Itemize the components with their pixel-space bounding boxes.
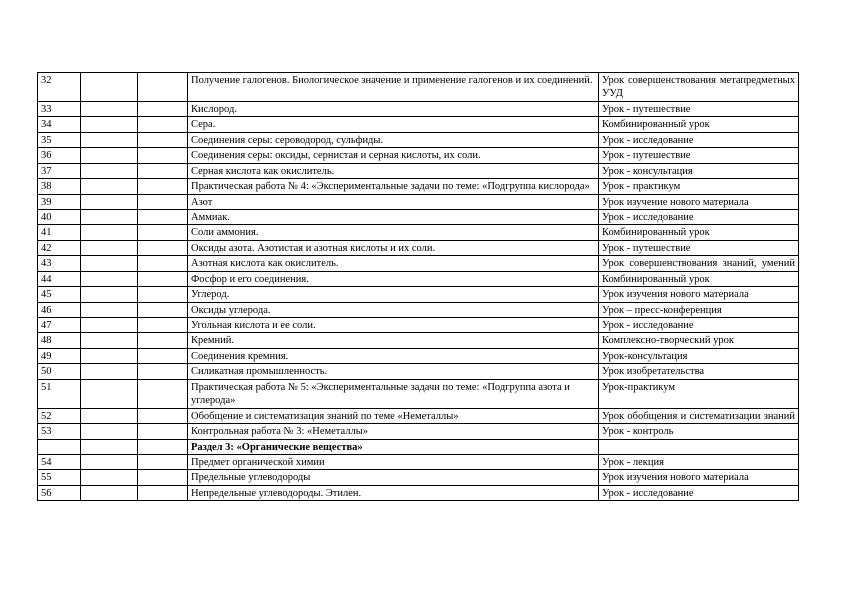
lesson-topic-cell: Соединения серы: оксиды, сернистая и серная кислоты, их соли.	[188, 148, 599, 163]
lesson-topic-cell: Соединения серы: сероводород, сульфиды.	[188, 132, 599, 147]
lesson-topic-cell: Сера.	[188, 117, 599, 132]
lesson-topic-cell: Обобщение и систематизация знаний по теме «Неметаллы»	[188, 408, 599, 423]
table-row	[38, 379, 799, 408]
lesson-type-cell: Урок - исследование	[599, 209, 799, 224]
date-plan-cell	[81, 73, 138, 102]
lesson-number-cell: 46	[38, 302, 81, 317]
section-title-cell: Раздел 3: «Органические вещества»	[188, 439, 599, 454]
lesson-number-cell: 48	[38, 333, 81, 348]
lesson-topic-cell: Кремний.	[188, 333, 599, 348]
lesson-topic-cell: Получение галогенов. Биологическое значение и применение галогенов и их соединений.	[188, 73, 599, 102]
table-row	[38, 485, 799, 500]
lesson-type-cell: Урок - контроль	[599, 424, 799, 439]
table-row	[38, 148, 799, 163]
date-plan-cell	[81, 287, 138, 302]
lesson-type-cell: Урок-консультация	[599, 348, 799, 363]
lesson-number-cell	[38, 439, 81, 454]
date-plan-cell	[81, 117, 138, 132]
lesson-number-cell: 37	[38, 163, 81, 178]
lesson-type-cell: Урок совершенствования знаний, умений	[599, 256, 799, 271]
lesson-number-cell: 40	[38, 209, 81, 224]
lesson-topic-cell: Кислород.	[188, 101, 599, 116]
lesson-number-cell: 55	[38, 470, 81, 485]
table-row	[38, 348, 799, 363]
date-fact-cell	[138, 470, 188, 485]
table-row	[38, 209, 799, 224]
date-plan-cell	[81, 333, 138, 348]
lesson-type-cell: Урок совершенствования метапредметных УУД	[599, 73, 799, 102]
date-plan-cell	[81, 439, 138, 454]
date-plan-cell	[81, 318, 138, 333]
date-fact-cell	[138, 73, 188, 102]
section-row	[38, 439, 799, 454]
date-plan-cell	[81, 194, 138, 209]
date-fact-cell	[138, 132, 188, 147]
lesson-topic-cell: Оксиды углерода.	[188, 302, 599, 317]
lesson-type-cell: Урок изобретательства	[599, 364, 799, 379]
lesson-type-cell: Урок - исследование	[599, 485, 799, 500]
table-row	[38, 333, 799, 348]
lesson-number-cell: 36	[38, 148, 81, 163]
date-plan-cell	[81, 364, 138, 379]
date-plan-cell	[81, 225, 138, 240]
date-fact-cell	[138, 439, 188, 454]
lesson-type-cell: Комбинированный урок	[599, 271, 799, 286]
lesson-type-cell: Урок изучение нового материала	[599, 194, 799, 209]
lesson-topic-cell: Предмет органической химии	[188, 454, 599, 469]
table-row	[38, 256, 799, 271]
date-fact-cell	[138, 163, 188, 178]
date-plan-cell	[81, 240, 138, 255]
date-fact-cell	[138, 424, 188, 439]
lesson-type-cell: Комбинированный урок	[599, 225, 799, 240]
table-row	[38, 364, 799, 379]
date-fact-cell	[138, 271, 188, 286]
lesson-type-cell: Урок - практикум	[599, 179, 799, 194]
lesson-number-cell: 52	[38, 408, 81, 423]
date-plan-cell	[81, 209, 138, 224]
table-row	[38, 287, 799, 302]
date-plan-cell	[81, 424, 138, 439]
lesson-type-cell: Комплексно-творческий урок	[599, 333, 799, 348]
lesson-topic-cell: Практическая работа № 4: «Экспериментальные задачи по теме: «Подгруппа кислорода»	[188, 179, 599, 194]
date-plan-cell	[81, 485, 138, 500]
date-fact-cell	[138, 318, 188, 333]
date-plan-cell	[81, 179, 138, 194]
lesson-number-cell: 44	[38, 271, 81, 286]
lesson-number-cell: 32	[38, 73, 81, 102]
table-row	[38, 73, 799, 102]
table-row	[38, 424, 799, 439]
date-plan-cell	[81, 454, 138, 469]
lesson-type-cell: Урок - лекция	[599, 454, 799, 469]
table-row	[38, 225, 799, 240]
date-plan-cell	[81, 101, 138, 116]
lesson-number-cell: 38	[38, 179, 81, 194]
date-plan-cell	[81, 148, 138, 163]
lesson-number-cell: 39	[38, 194, 81, 209]
date-plan-cell	[81, 408, 138, 423]
table-row	[38, 302, 799, 317]
table-row	[38, 101, 799, 116]
lesson-type-cell: Урок - путешествие	[599, 101, 799, 116]
lesson-number-cell: 33	[38, 101, 81, 116]
date-fact-cell	[138, 179, 188, 194]
date-fact-cell	[138, 348, 188, 363]
lesson-topic-cell: Практическая работа № 5: «Экспериментальные задачи по теме: «Подгруппа азота и углерода»	[188, 379, 599, 408]
lesson-topic-cell: Оксиды азота. Азотистая и азотная кислоты и их соли.	[188, 240, 599, 255]
lesson-number-cell: 49	[38, 348, 81, 363]
lesson-number-cell: 34	[38, 117, 81, 132]
date-fact-cell	[138, 225, 188, 240]
table-row	[38, 408, 799, 423]
date-fact-cell	[138, 194, 188, 209]
table-row	[38, 240, 799, 255]
table-row	[38, 318, 799, 333]
date-plan-cell	[81, 163, 138, 178]
lesson-topic-cell: Соли аммония.	[188, 225, 599, 240]
date-plan-cell	[81, 470, 138, 485]
lesson-type-cell: Урок изучения нового материала	[599, 470, 799, 485]
date-fact-cell	[138, 408, 188, 423]
lesson-type-cell: Урок - исследование	[599, 318, 799, 333]
lesson-number-cell: 54	[38, 454, 81, 469]
table-row	[38, 470, 799, 485]
date-plan-cell	[81, 132, 138, 147]
lesson-number-cell: 42	[38, 240, 81, 255]
lesson-type-cell: Урок изучения нового материала	[599, 287, 799, 302]
table-row	[38, 117, 799, 132]
table-row	[38, 271, 799, 286]
lesson-topic-cell: Контрольная работа № 3: «Неметаллы»	[188, 424, 599, 439]
lesson-number-cell: 45	[38, 287, 81, 302]
lesson-number-cell: 51	[38, 379, 81, 408]
lesson-topic-cell: Серная кислота как окислитель.	[188, 163, 599, 178]
lesson-topic-cell: Силикатная промышленность.	[188, 364, 599, 379]
date-fact-cell	[138, 454, 188, 469]
table-row	[38, 454, 799, 469]
lesson-type-cell: Урок - консультация	[599, 163, 799, 178]
lesson-number-cell: 47	[38, 318, 81, 333]
date-fact-cell	[138, 333, 188, 348]
date-fact-cell	[138, 240, 188, 255]
lesson-number-cell: 41	[38, 225, 81, 240]
date-plan-cell	[81, 256, 138, 271]
date-plan-cell	[81, 348, 138, 363]
lesson-topic-cell: Непредельные углеводороды. Этилен.	[188, 485, 599, 500]
date-fact-cell	[138, 287, 188, 302]
date-fact-cell	[138, 101, 188, 116]
lesson-topic-cell: Соединения кремния.	[188, 348, 599, 363]
date-fact-cell	[138, 256, 188, 271]
date-fact-cell	[138, 117, 188, 132]
lesson-plan-table	[37, 72, 799, 501]
date-plan-cell	[81, 271, 138, 286]
date-plan-cell	[81, 379, 138, 408]
lesson-type-cell: Урок - исследование	[599, 132, 799, 147]
lesson-number-cell: 50	[38, 364, 81, 379]
lesson-type-cell: Урок – пресс-конференция	[599, 302, 799, 317]
table-row	[38, 179, 799, 194]
table-row	[38, 163, 799, 178]
lesson-topic-cell: Угольная кислота и ее соли.	[188, 318, 599, 333]
lesson-topic-cell: Предельные углеводороды	[188, 470, 599, 485]
table-row	[38, 132, 799, 147]
date-plan-cell	[81, 302, 138, 317]
lesson-topic-cell: Фосфор и его соединения.	[188, 271, 599, 286]
lesson-type-cell: Урок - путешествие	[599, 240, 799, 255]
table-row	[38, 194, 799, 209]
lesson-type-cell: Урок обобщения и систематизации знаний	[599, 408, 799, 423]
lesson-number-cell: 35	[38, 132, 81, 147]
lesson-number-cell: 53	[38, 424, 81, 439]
lesson-number-cell: 43	[38, 256, 81, 271]
lesson-type-cell	[599, 439, 799, 454]
date-fact-cell	[138, 209, 188, 224]
date-fact-cell	[138, 302, 188, 317]
lesson-type-cell: Урок - путешествие	[599, 148, 799, 163]
lesson-topic-cell: Аммиак.	[188, 209, 599, 224]
lesson-type-cell: Комбинированный урок	[599, 117, 799, 132]
lesson-topic-cell: Азотная кислота как окислитель.	[188, 256, 599, 271]
lesson-topic-cell: Азот	[188, 194, 599, 209]
date-fact-cell	[138, 379, 188, 408]
lesson-number-cell: 56	[38, 485, 81, 500]
lesson-topic-cell: Углерод.	[188, 287, 599, 302]
lesson-plan-body	[38, 73, 799, 501]
date-fact-cell	[138, 364, 188, 379]
date-fact-cell	[138, 485, 188, 500]
date-fact-cell	[138, 148, 188, 163]
lesson-type-cell: Урок-практикум	[599, 379, 799, 408]
